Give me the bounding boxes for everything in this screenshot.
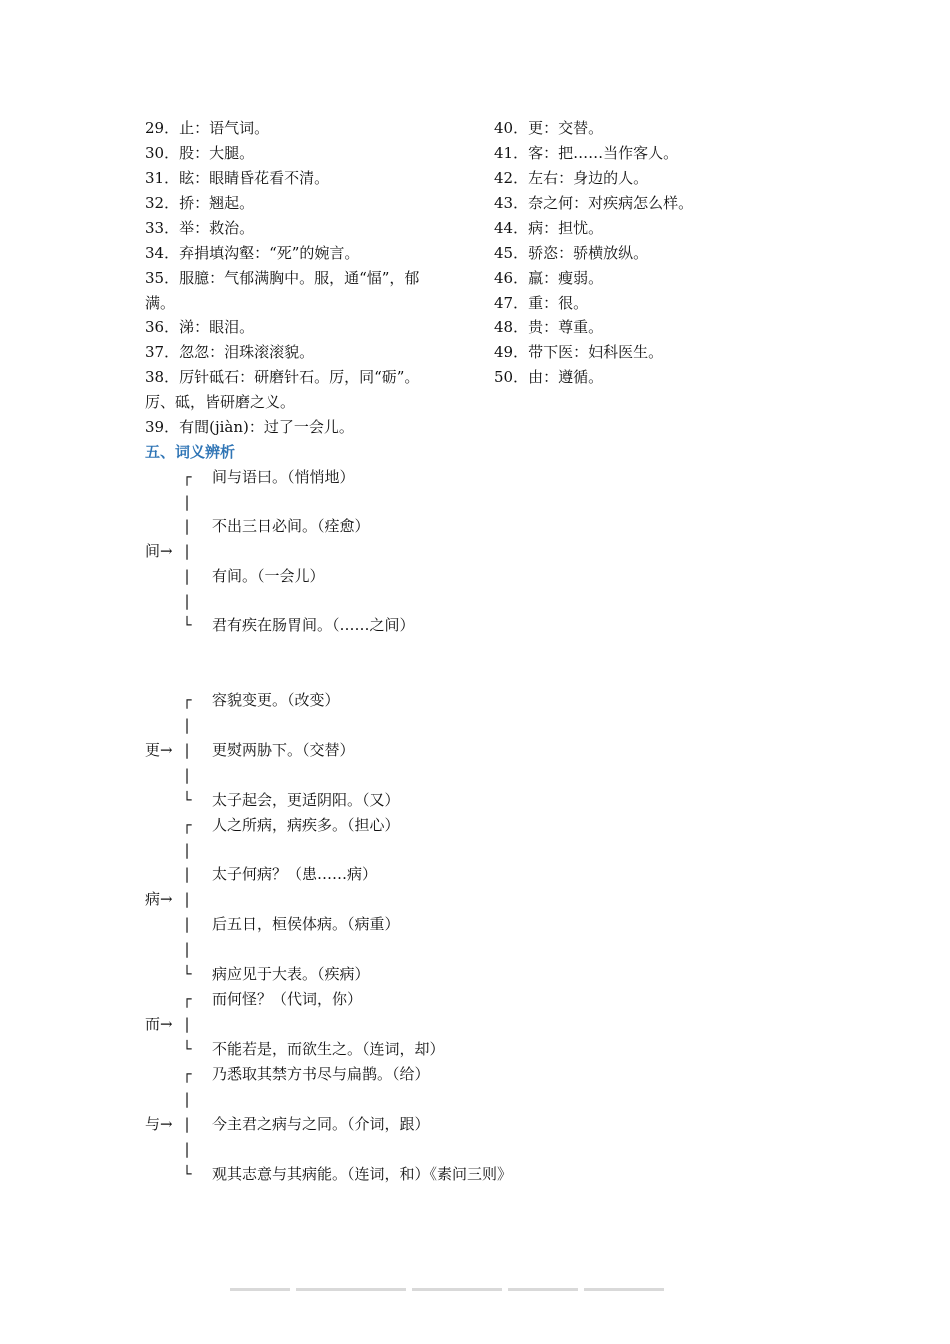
vocab-item: 44．病：担忧。 — [494, 219, 604, 237]
usage-example: 而何怪？（代词，你） — [212, 990, 363, 1008]
vocab-item: 43．奈之何：对疾病怎么样。 — [494, 194, 694, 212]
vocab-item: 41．客：把……当作客人。 — [494, 144, 679, 162]
bracket-bar-icon: | — [182, 517, 192, 535]
vocab-item: 49．带下医：妇科医生。 — [494, 343, 664, 361]
usage-example: 容貌变更。（改变） — [212, 691, 340, 709]
bracket-bar-icon: | — [182, 567, 192, 585]
bracket-bar-icon: | — [182, 915, 192, 933]
bracket-bar-icon: | — [182, 865, 192, 883]
vocab-item: 32．挢：翘起。 — [145, 194, 255, 212]
bracket-bottom-icon: └ — [182, 1165, 192, 1183]
usage-example: 有间。（一会儿） — [212, 567, 325, 585]
vocab-item: 38．厉针砥石：研磨针石。厉，同“砺”。 — [145, 368, 420, 386]
vocab-item: 31．眩：眼睛昏花看不清。 — [145, 169, 330, 187]
headword: 更→ — [145, 741, 173, 759]
vocab-item: 48．贵：尊重。 — [494, 318, 604, 336]
vocab-item: 37．忽忽：泪珠滚滚貌。 — [145, 343, 315, 361]
usage-example: 更熨两胁下。（交替） — [212, 741, 355, 759]
bracket-bar-icon: | — [182, 1115, 192, 1133]
bracket-bar-icon: | — [182, 493, 192, 511]
usage-example: 乃悉取其禁方书尽与扁鹊。（给） — [212, 1065, 430, 1083]
headword: 而→ — [145, 1015, 173, 1033]
bracket-top-icon: ┌ — [182, 468, 192, 486]
footer-cropped-text — [230, 1284, 710, 1294]
bracket-bar-icon: | — [182, 741, 192, 759]
usage-example: 间与语曰。（悄悄地） — [212, 468, 355, 486]
headword: 与→ — [145, 1115, 173, 1133]
vocab-item: 34．弃捐填沟壑：“死”的婉言。 — [145, 244, 360, 262]
headword: 病→ — [145, 890, 173, 908]
headword: 间→ — [145, 542, 173, 560]
usage-example: 太子起会，更适阴阳。（又） — [212, 791, 400, 809]
bracket-bar-icon: | — [182, 1090, 192, 1108]
bracket-top-icon: ┌ — [182, 816, 192, 834]
bracket-bar-icon: | — [182, 841, 192, 859]
bracket-top-icon: ┌ — [182, 691, 192, 709]
bracket-bar-icon: | — [182, 542, 192, 560]
vocab-item: 36．涕：眼泪。 — [145, 318, 255, 336]
usage-example: 观其志意与其病能。（连词，和）《素问三则》 — [212, 1165, 513, 1183]
usage-example: 今主君之病与之同。（介词，跟） — [212, 1115, 430, 1133]
vocab-item: 50．由：遵循。 — [494, 368, 604, 386]
usage-example: 不能若是，而欲生之。（连词，却） — [212, 1040, 445, 1058]
bracket-bar-icon: | — [182, 890, 192, 908]
bracket-bar-icon: | — [182, 592, 192, 610]
bracket-top-icon: ┌ — [182, 1065, 192, 1083]
usage-example: 后五日，桓侯体病。（病重） — [212, 915, 400, 933]
bracket-bar-icon: | — [182, 940, 192, 958]
bracket-bottom-icon: └ — [182, 965, 192, 983]
vocab-item: 46．羸：瘦弱。 — [494, 269, 604, 287]
bracket-top-icon: ┌ — [182, 990, 192, 1008]
vocab-item: 42．左右：身边的人。 — [494, 169, 649, 187]
vocab-item-continuation: 满。 — [145, 294, 176, 312]
section-heading: 五、词义辨析 — [145, 443, 236, 461]
bracket-bottom-icon: └ — [182, 791, 192, 809]
vocab-item: 30．股：大腿。 — [145, 144, 255, 162]
usage-example: 太子何病？（患……病） — [212, 865, 378, 883]
vocab-item: 35．服臆：气郁满胸中。服，通“愊”，郁 — [145, 269, 420, 287]
bracket-bar-icon: | — [182, 1015, 192, 1033]
bracket-bar-icon: | — [182, 1140, 192, 1158]
vocab-item: 45．骄恣：骄横放纵。 — [494, 244, 649, 262]
vocab-item: 29．止：语气词。 — [145, 119, 270, 137]
usage-example: 人之所病，病疾多。（担心） — [212, 816, 400, 834]
usage-example: 不出三日必间。（痊愈） — [212, 517, 370, 535]
usage-example: 病应见于大表。（疾病） — [212, 965, 370, 983]
vocab-item: 39．有間(jiàn)：过了一会儿。 — [145, 418, 354, 436]
vocab-item: 33．举：救治。 — [145, 219, 255, 237]
bracket-bottom-icon: └ — [182, 1040, 192, 1058]
bracket-bar-icon: | — [182, 716, 192, 734]
vocab-item: 40．更：交替。 — [494, 119, 604, 137]
vocab-item: 47．重：很。 — [494, 294, 589, 312]
bracket-bar-icon: | — [182, 766, 192, 784]
usage-example: 君有疾在肠胃间。（……之间） — [212, 616, 415, 634]
bracket-bottom-icon: └ — [182, 616, 192, 634]
vocab-item-continuation: 厉、砥，皆研磨之义。 — [145, 393, 296, 411]
